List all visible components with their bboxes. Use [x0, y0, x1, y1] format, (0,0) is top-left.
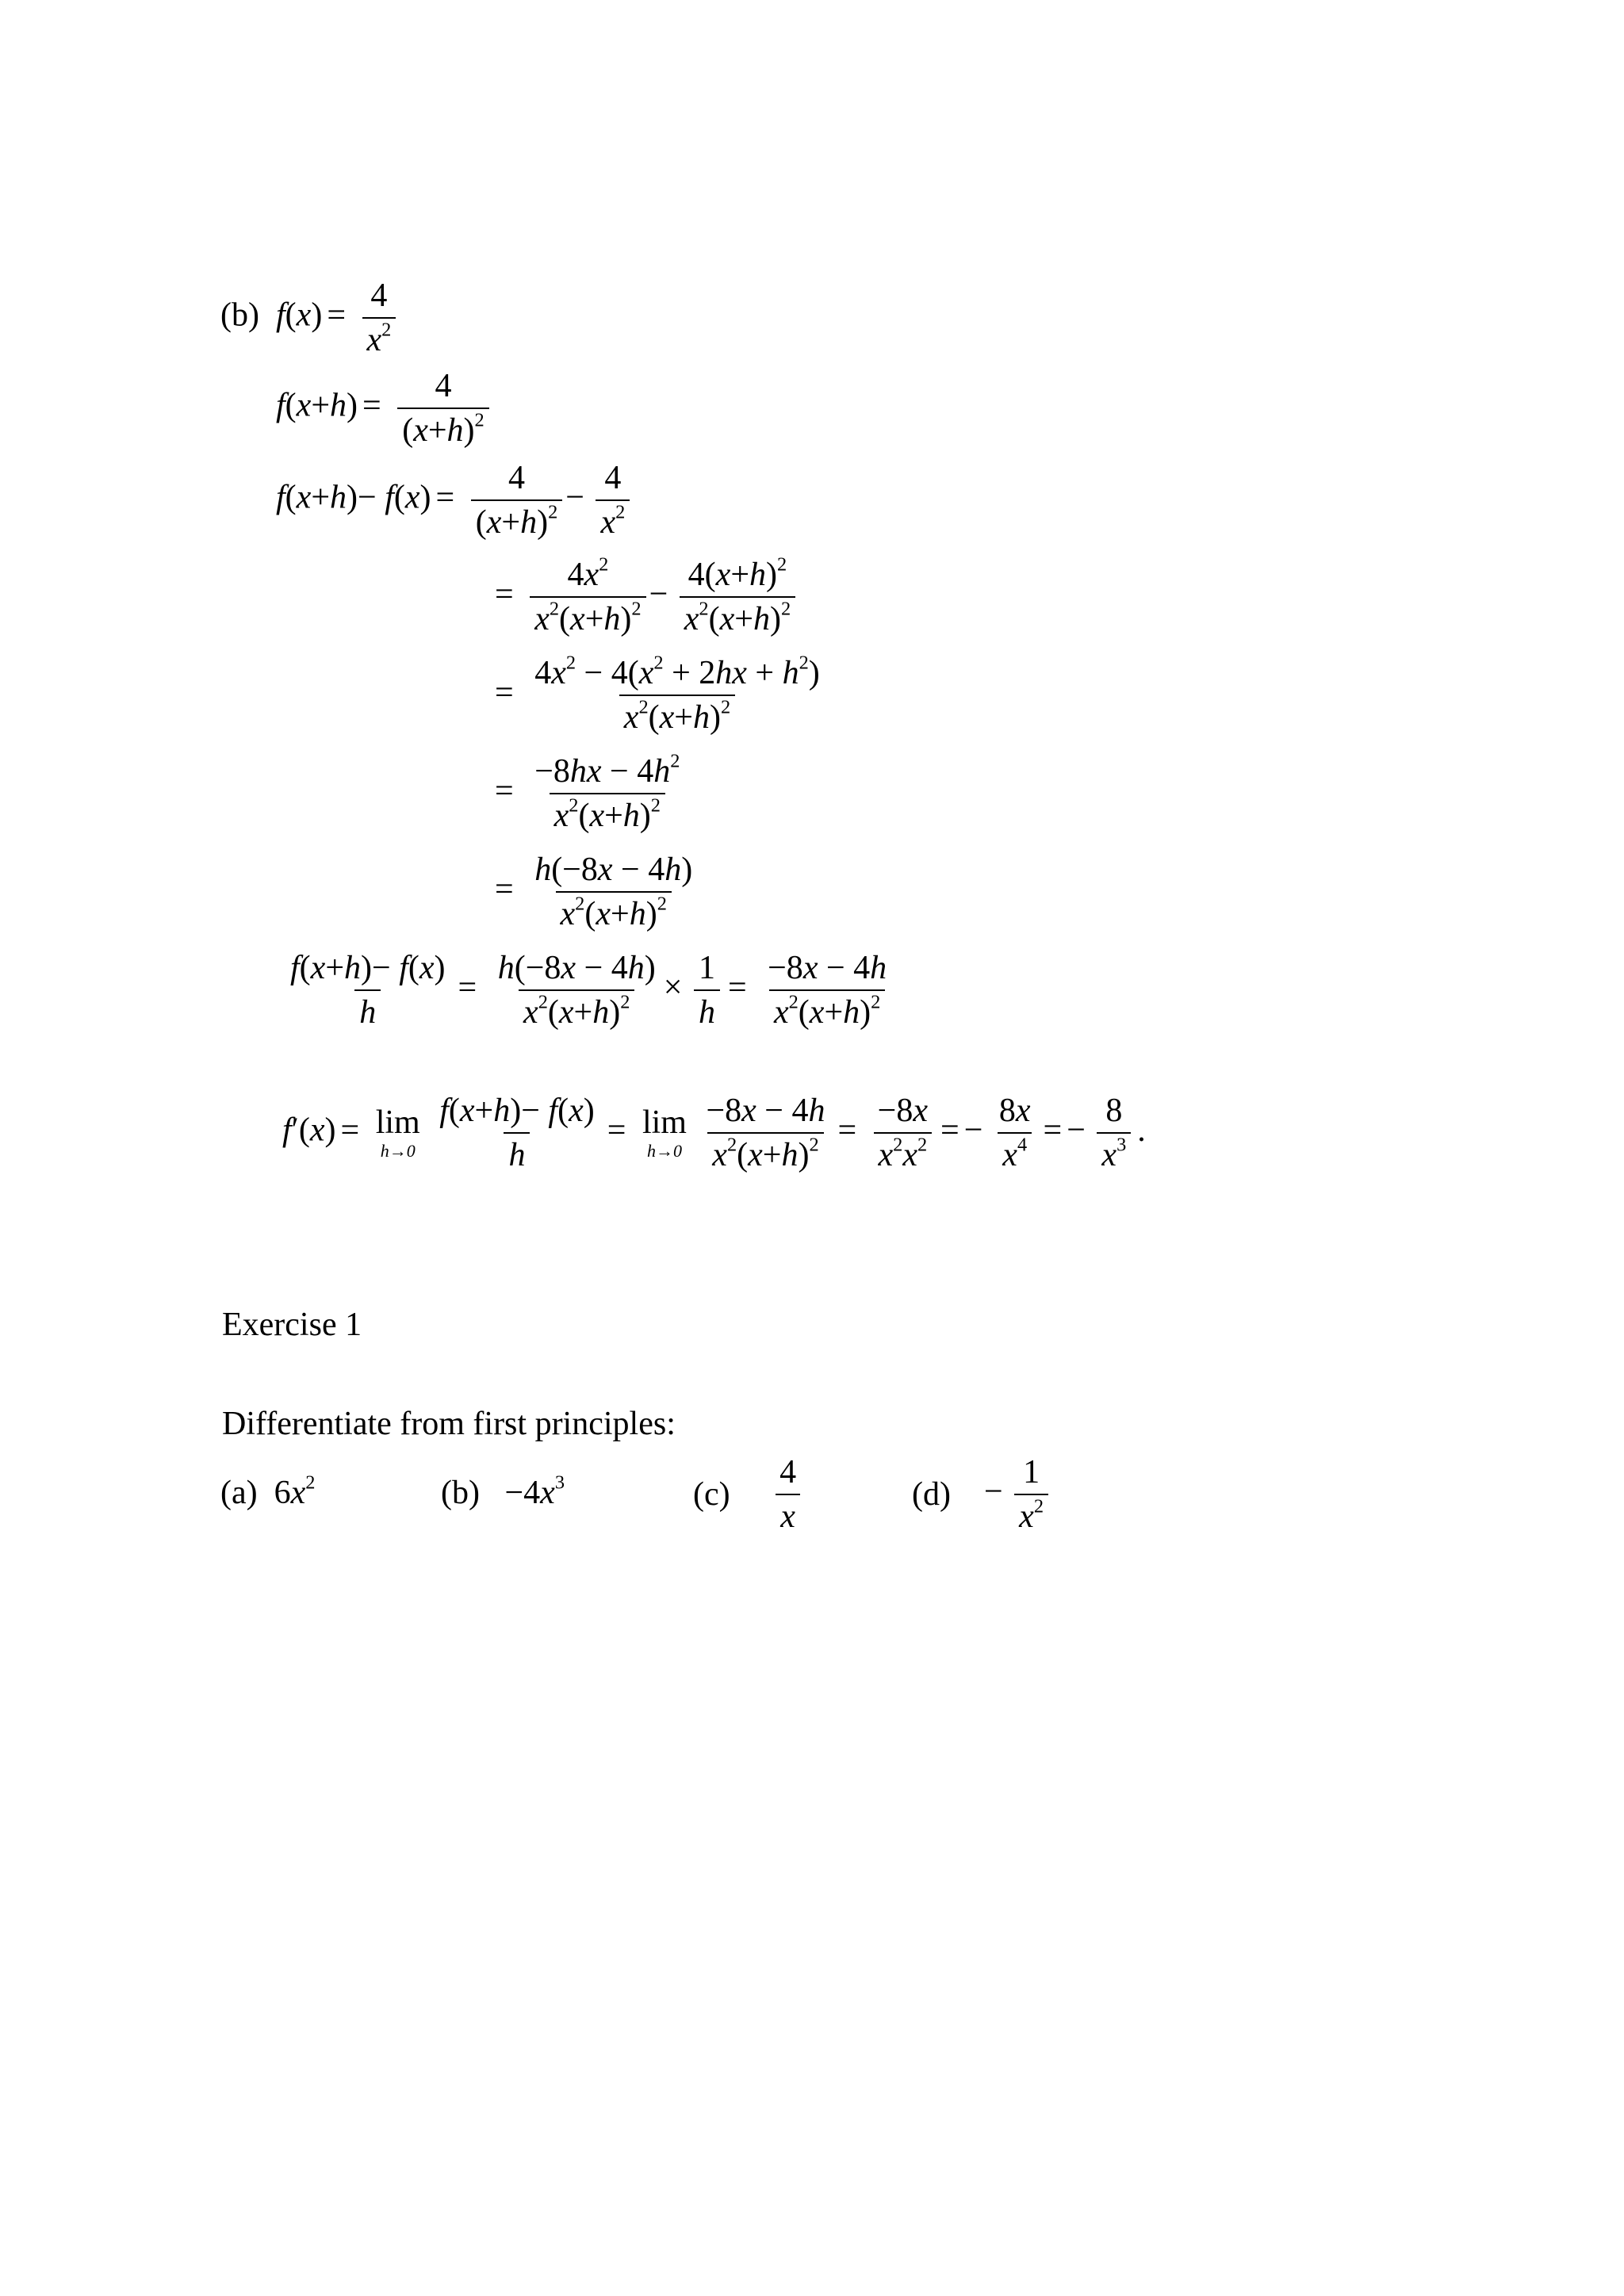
problem-label: (b) — [441, 1475, 480, 1511]
exercise-title: Exercise 1 — [222, 1307, 362, 1343]
limit-operator: lim h→0 — [375, 1104, 420, 1161]
problem-label: (c) — [693, 1476, 730, 1513]
derivative-line: f′(x) = lim h→0 $\frac{f(x+h)- f(x)}{h}$ = lim h→0 $\frac{-8x - 4h}{x^2(x+h)^2}$ = $\frac{-8x}{x^2x^2}$ = − $\frac{8x}{x^4}$ = − $\frac{8}{x^3}$ . — [282, 1093, 1146, 1173]
part-label: (b) — [220, 297, 259, 334]
problem-label: (d) — [912, 1476, 951, 1513]
problem-a: (a) $6x^2$ — [220, 1471, 316, 1511]
fxh-line: f(x+h) = $\frac{4}{(x+h)^2}$ — [276, 369, 492, 447]
factored-line: = $\frac{h(-8x - 4h)}{x^2(x+h)^2}$ — [495, 851, 693, 932]
simplified-line: = $\frac{-8hx - 4h^2}{x^2(x+h)^2}$ — [495, 750, 680, 834]
common-denominator-line: = $\frac{4x^2}{x^2(x+h)^2}$ − $\frac{4(x+h)^2}{x^2(x+h)^2}$ — [490, 558, 799, 636]
expanded-line: = $\frac{4x^2 - 4(x^2 + 2hx + h^2)}{x^2(x+h)^2}$ — [495, 652, 820, 736]
fraction: $\frac{4}{x^2}$ — [362, 279, 396, 357]
instructions: Differentiate from first principles: — [222, 1406, 676, 1442]
quotient-line: $\frac{f(x+h)- f(x)}{h}$ = $\frac{h(-8x - 4h)}{x^2(x+h)^2}$ × $\frac{1}{h}$ = $\frac{-8x - 4h}{x^2(x+h)^2}$ — [290, 950, 887, 1031]
difference-line: f(x+h)− f(x) = $\frac{4}{(x+h)^2}$ − $\frac{4}{x^2}$ — [276, 461, 633, 539]
problem-c: (c) $\frac{4}{x}$ — [693, 1456, 804, 1533]
problem-label: (a) — [220, 1475, 258, 1511]
definition-line: (b) f(x) = $\frac{4}{x^2}$ — [220, 279, 399, 357]
problem-b: $(b) -4x^3$ — [441, 1471, 565, 1511]
problem-d: (d) − $\frac{1}{x^2}$ — [912, 1456, 1051, 1533]
